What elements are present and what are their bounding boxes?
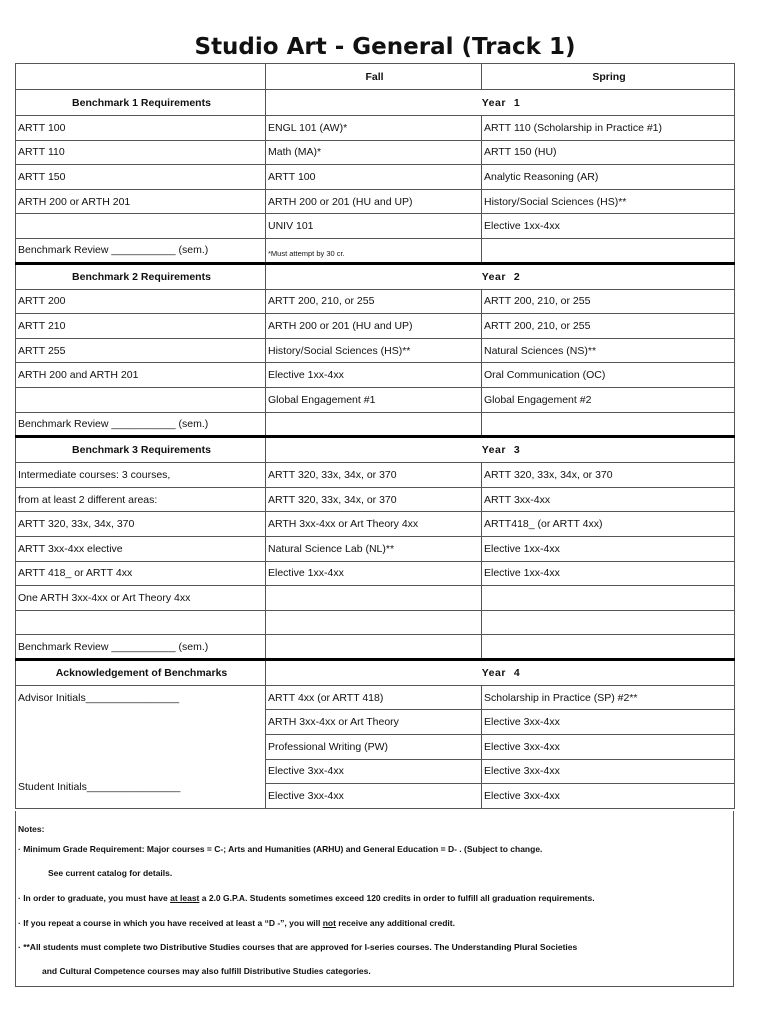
requirement-cell: ARTT 3xx-4xx elective — [16, 536, 266, 561]
table-row — [16, 64, 735, 90]
fall-course-cell: Elective 1xx-4xx — [266, 363, 482, 388]
note-catalog: See current catalog for details. — [48, 868, 173, 878]
benchmark-heading: Acknowledgement of Benchmarks — [16, 659, 266, 685]
table-row — [16, 610, 735, 635]
requirement-cell: ARTT 200 — [16, 289, 266, 314]
year-word: Year — [481, 96, 506, 109]
fall-course-cell: ARTT 320, 33x, 34x, or 370 — [266, 487, 482, 512]
spring-course-cell: Elective 1xx-4xx — [482, 561, 735, 586]
table-row — [16, 189, 735, 214]
spring-course-cell: ARTT 200, 210, or 255 — [482, 314, 735, 339]
fall-course-cell: Math (MA)* — [266, 140, 482, 165]
footnote-cell — [266, 412, 482, 437]
fall-course-cell: Elective 3xx-4xx — [266, 759, 482, 784]
spring-course-cell: Elective 3xx-4xx — [482, 759, 735, 784]
table-row — [16, 561, 735, 586]
fall-course-cell: Elective 3xx-4xx — [266, 784, 482, 809]
table-row — [16, 363, 735, 388]
year-number: 1 — [513, 96, 521, 109]
spring-course-cell: Elective 3xx-4xx — [482, 735, 735, 760]
fall-course-cell: ARTH 200 or 201 (HU and UP) — [266, 314, 482, 339]
spring-course-cell: ARTT418_ (or ARTT 4xx) — [482, 512, 735, 537]
table-row — [16, 314, 735, 339]
note-distributive: · **All students must complete two Distributive Studies courses that are approved for I-series courses. The Understanding Plural Societies — [18, 942, 578, 952]
year-number: 2 — [513, 270, 521, 283]
student-initials: Student Initials________________ — [18, 780, 181, 793]
fall-course-cell: ENGL 101 (AW)* — [266, 116, 482, 141]
empty-cell — [482, 635, 735, 660]
empty-cell — [482, 238, 735, 263]
requirement-cell: ARTT 150 — [16, 165, 266, 190]
spring-course-cell: Scholarship in Practice (SP) #2** — [482, 685, 735, 710]
benchmark-review: Benchmark Review ___________ (sem.) — [16, 238, 266, 263]
table-row — [16, 140, 735, 165]
spring-course-cell: Elective 1xx-4xx — [482, 214, 735, 239]
table-row — [16, 512, 735, 537]
spring-course-cell: Global Engagement #2 — [482, 387, 735, 412]
requirement-cell: from at least 2 different areas: — [16, 487, 266, 512]
requirement-cell: ARTT 255 — [16, 338, 266, 363]
fall-course-cell: ARTT 200, 210, or 255 — [266, 289, 482, 314]
table-row — [16, 165, 735, 190]
fall-course-cell: Natural Science Lab (NL)** — [266, 536, 482, 561]
requirement-cell: ARTT 210 — [16, 314, 266, 339]
footnote: *Must attempt by 30 cr. — [268, 248, 345, 258]
note-min-grade: · Minimum Grade Requirement: Major courses = C-; Arts and Humanities (ARHU) and General Education = D- . (Subject to change. — [18, 844, 543, 854]
benchmark-heading: Benchmark 2 Requirements — [16, 263, 266, 289]
table-row — [16, 487, 735, 512]
spring-course-cell: Elective 3xx-4xx — [482, 784, 735, 809]
table-row — [16, 463, 735, 488]
table-row — [16, 586, 735, 611]
table-row — [16, 214, 735, 239]
fall-course-cell: ARTT 320, 33x, 34x, or 370 — [266, 463, 482, 488]
spring-course-cell: History/Social Sciences (HS)** — [482, 189, 735, 214]
fall-course-cell: ARTT 100 — [266, 165, 482, 190]
spring-course-cell: Elective 3xx-4xx — [482, 710, 735, 735]
table-row — [16, 338, 735, 363]
table-row — [16, 263, 735, 289]
footnote-cell — [266, 635, 482, 660]
curriculum-table — [15, 63, 735, 809]
year-word: Year — [481, 666, 506, 679]
table-row — [16, 116, 735, 141]
table-row — [16, 659, 735, 685]
benchmark-review: Benchmark Review ___________ (sem.) — [16, 412, 266, 437]
requirement-cell: ARTT 320, 33x, 34x, 370 — [16, 512, 266, 537]
spring-course-cell: ARTT 110 (Scholarship in Practice #1) — [482, 116, 735, 141]
fall-course-cell: ARTT 4xx (or ARTT 418) — [266, 685, 482, 710]
fall-course-cell: ARTH 200 or 201 (HU and UP) — [266, 189, 482, 214]
year-word: Year — [481, 444, 506, 457]
fall-course-cell: Professional Writing (PW) — [266, 735, 482, 760]
table-row — [16, 635, 735, 660]
spring-course-cell: ARTT 320, 33x, 34x, or 370 — [482, 463, 735, 488]
table-row — [16, 90, 735, 116]
spring-course-cell — [482, 586, 735, 611]
requirement-cell: ARTT 418_ or ARTT 4xx — [16, 561, 266, 586]
year-label — [266, 90, 735, 116]
spring-course-cell: Oral Communication (OC) — [482, 363, 735, 388]
note-gpa: · In order to graduate, you must have at least a 2.0 G.P.A. Students sometimes exceed 120 credits in order to fulfill all graduation requirements. — [18, 893, 595, 903]
table-row — [16, 536, 735, 561]
column-header-fall: Fall — [266, 64, 482, 90]
requirement-cell — [16, 387, 266, 412]
table-row — [16, 685, 735, 710]
spring-course-cell: Natural Sciences (NS)** — [482, 338, 735, 363]
notes-box — [15, 811, 734, 987]
spring-course-cell: Elective 1xx-4xx — [482, 536, 735, 561]
fall-course-cell: Global Engagement #1 — [266, 387, 482, 412]
requirement-cell: Intermediate courses: 3 courses, — [16, 463, 266, 488]
footnote-cell — [266, 238, 482, 263]
table-row — [16, 437, 735, 463]
requirement-cell: One ARTH 3xx-4xx or Art Theory 4xx — [16, 586, 266, 611]
fall-course-cell: Elective 1xx-4xx — [266, 561, 482, 586]
fall-course-cell: ARTH 3xx-4xx or Art Theory 4xx — [266, 512, 482, 537]
spring-course-cell: Analytic Reasoning (AR) — [482, 165, 735, 190]
fall-course-cell: ARTH 3xx-4xx or Art Theory — [266, 710, 482, 735]
note-repeat: · If you repeat a course in which you have received at least a “D -”, you will not receive any additional credit. — [18, 918, 455, 928]
column-header-spring: Spring — [482, 64, 735, 90]
year-label — [266, 659, 735, 685]
table-row — [16, 238, 735, 263]
note-cultural: and Cultural Competence courses may also fulfill Distributive Studies categories. — [42, 966, 371, 976]
fall-course-cell — [266, 610, 482, 635]
fall-course-cell — [266, 586, 482, 611]
empty-cell — [482, 412, 735, 437]
fall-course-cell: History/Social Sciences (HS)** — [266, 338, 482, 363]
header-blank-cell — [16, 64, 266, 90]
spring-course-cell: ARTT 3xx-4xx — [482, 487, 735, 512]
requirement-cell — [16, 610, 266, 635]
benchmark-heading: Benchmark 1 Requirements — [16, 90, 266, 116]
year-label — [266, 263, 735, 289]
requirement-cell: ARTT 100 — [16, 116, 266, 141]
requirement-cell — [16, 214, 266, 239]
requirement-cell: ARTH 200 and ARTH 201 — [16, 363, 266, 388]
notes-heading: Notes: — [18, 824, 45, 834]
fall-course-cell: UNIV 101 — [266, 214, 482, 239]
requirement-cell: ARTT 110 — [16, 140, 266, 165]
acknowledgement-cell — [16, 685, 266, 808]
spring-course-cell — [482, 610, 735, 635]
advisor-initials: Advisor Initials________________ — [18, 691, 180, 704]
benchmark-review: Benchmark Review ___________ (sem.) — [16, 635, 266, 660]
table-row — [16, 289, 735, 314]
year-word: Year — [481, 270, 506, 283]
spring-course-cell: ARTT 150 (HU) — [482, 140, 735, 165]
year-label — [266, 437, 735, 463]
benchmark-heading: Benchmark 3 Requirements — [16, 437, 266, 463]
table-row — [16, 387, 735, 412]
requirement-cell: ARTH 200 or ARTH 201 — [16, 189, 266, 214]
page-title: Studio Art - General (Track 1) — [194, 34, 576, 60]
table-row — [16, 412, 735, 437]
year-number: 4 — [513, 666, 521, 679]
year-number: 3 — [513, 444, 521, 457]
spring-course-cell: ARTT 200, 210, or 255 — [482, 289, 735, 314]
